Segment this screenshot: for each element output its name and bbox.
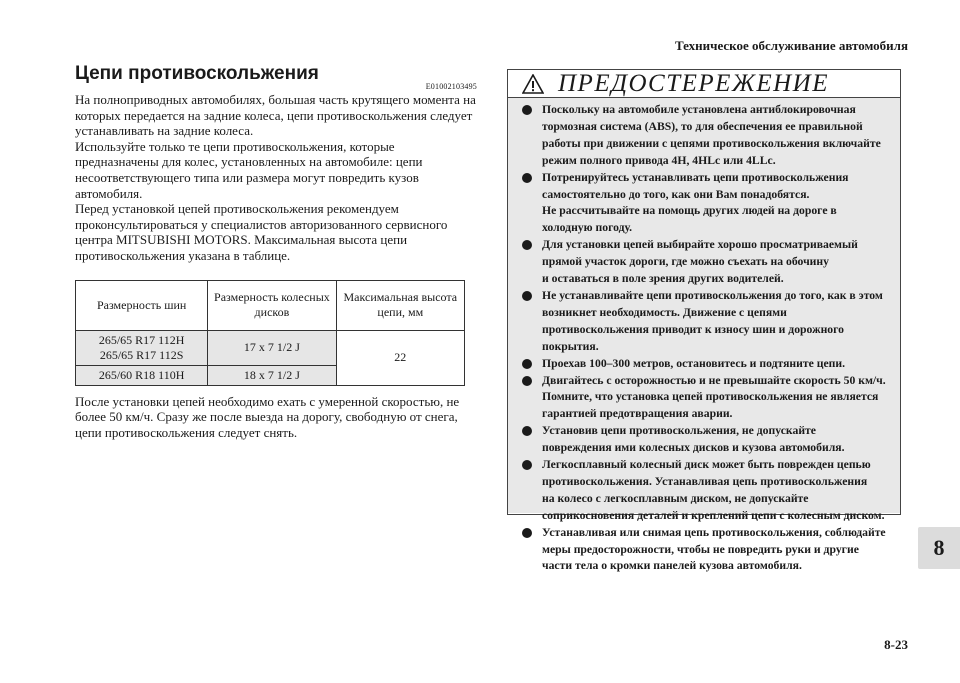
bullet-icon (522, 426, 532, 436)
warning-line: и оставаться в поле зрения других водителей. (542, 272, 784, 286)
warning-list-item (522, 373, 894, 424)
warning-line: противоскольжения приводит к износу шин и дорожного (542, 322, 845, 336)
warning-line: работы при движении с цепями противоскольжения включайте (542, 136, 881, 150)
table-row (76, 330, 465, 365)
usage-paragraph: Используйте только те цепи противоскольжения, которые предназначены для колес, установленных на автомобиле: цепи несоответствующего типа или размера могут повредить кузов автомобиля. (75, 138, 423, 201)
warning-line: повреждения ими колесных дисков и кузова автомобиля. (542, 441, 845, 455)
bullet-icon (522, 460, 532, 470)
warning-line: Легкосплавный колесный диск может быть поврежден цепью (542, 458, 871, 472)
warning-list-item (522, 525, 894, 576)
warning-line: Установив цепи противоскольжения, не допускайте (542, 424, 816, 438)
warning-line: Двигайтесь с осторожностью и не превышайте скорость 50 км/ч. (542, 373, 886, 387)
page-number: 8-23 (884, 637, 908, 652)
warning-line: меры предосторожности, чтобы не повредить руки и другие (542, 542, 859, 556)
header-max-height: Максимальная высота цепи, мм (336, 280, 464, 330)
warning-line: гарантией предотвращения аварии. (542, 407, 733, 421)
running-header-title: Техническое обслуживание автомобиля (674, 38, 908, 53)
warning-line: Поскольку на автомобиле установлена антиблокировочная (542, 103, 856, 116)
warning-line: соприкосновения деталей и креплений цепи с колесным диском. (542, 508, 885, 522)
warning-title: ПРЕДОСТЕРЕЖЕНИЕ (558, 70, 829, 97)
header-tire-size: Размерность шин (76, 280, 208, 330)
warning-line: прямой участок дороги, где можно съехать на обочину (542, 255, 829, 269)
chain-spec-table (75, 280, 465, 386)
warning-line: Помните, что установка цепей противоскольжения не является (542, 390, 879, 404)
bullet-icon (522, 105, 532, 115)
chapter-tab[interactable]: 8 (918, 527, 960, 569)
warning-line: Для установки цепей выбирайте хорошо просматриваемый (542, 238, 858, 252)
consult-paragraph: Перед установкой цепей противоскольжения рекомендуем проконсультироваться у специалистов авторизованного сервисного центра MITSUBISHI MOTORS. Максимальная высота цепи противоскольжения указана в таблице. (75, 201, 448, 263)
warning-box (507, 69, 901, 573)
main-content (75, 62, 477, 440)
warning-list-item (522, 237, 894, 288)
bullet-icon (522, 359, 532, 369)
intro-paragraph: На полноприводных автомобилях, большая часть крутящего момента на которых передается на задние колеса, цепи противоскольжения следует устанавливать на задние колеса. (75, 92, 476, 139)
warning-line: Устанавливая или снимая цепь противоскольжения, соблюдайте (542, 525, 886, 539)
warning-list-item (522, 423, 894, 457)
wheel-size-cell: 18 x 7 1/2 J (208, 365, 336, 385)
bullet-icon (522, 291, 532, 301)
warning-line: возникнет необходимость. Движение с цепями (542, 305, 787, 319)
bullet-icon (522, 376, 532, 386)
warning-line: противоскольжения. Устанавливая цепь противоскольжения (542, 474, 868, 488)
warning-line: Не рассчитывайте на помощь других людей на дороге в (542, 204, 837, 218)
warning-list-item (522, 288, 894, 356)
warning-line: части тела о кромки панелей кузова автомобиля. (542, 559, 802, 573)
after-install-paragraph: После установки цепей необходимо ехать с умеренной скоростью, не более 50 км/ч. Сразу же после выезда на дорогу, свободную от снега, цепи противоскольжения следует снять. (75, 393, 460, 440)
tire-size-cell (76, 330, 208, 365)
warning-list (508, 98, 900, 573)
table-header-row (76, 280, 465, 330)
wheel-size-cell: 17 x 7 1/2 J (208, 330, 336, 365)
warning-list-item (522, 457, 894, 525)
header-wheel-size: Размерность колесных дисков (208, 280, 336, 330)
warning-line: Проехав 100–300 метров, остановитесь и подтяните цепи. (542, 356, 846, 370)
warning-line: холодную погоду. (542, 221, 633, 235)
warning-header (508, 70, 900, 98)
bullet-icon (522, 528, 532, 538)
tire-size-line: 265/65 R17 112H (98, 332, 185, 347)
tire-size-cell: 265/60 R18 110H (76, 365, 208, 385)
warning-list-item (522, 170, 894, 238)
bullet-icon (522, 240, 532, 250)
warning-line: режим полного привода 4H, 4HLc или 4LLc. (542, 153, 776, 167)
warning-line: на колесо с легкосплавным диском, не допускайте (542, 491, 809, 505)
warning-line: тормозная система (ABS), то для обеспечения ее правильной (542, 119, 863, 133)
tire-size-line: 265/65 R17 112S (99, 347, 184, 362)
warning-triangle-icon (522, 74, 544, 94)
bullet-icon (522, 173, 532, 183)
warning-line: Не устанавливайте цепи противоскольжения до того, как в этом (542, 288, 883, 302)
warning-line: покрытия. (542, 339, 599, 353)
section-code: E01002103495 (425, 82, 477, 91)
max-height-cell: 22 (336, 330, 464, 385)
section-title: Цепи противоскольжения (75, 63, 319, 84)
warning-list-item (522, 356, 894, 373)
warning-list-item (522, 102, 894, 170)
warning-line: самостоятельно до того, как они Вам понадобятся. (542, 187, 810, 201)
warning-line: Потренируйтесь устанавливать цепи противоскольжения (542, 170, 849, 184)
